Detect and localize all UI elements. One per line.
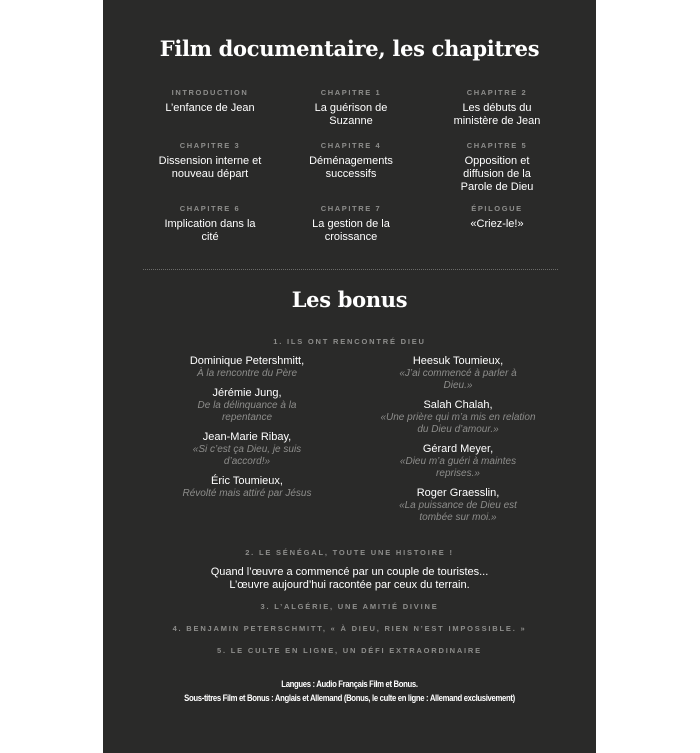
dvd-back-panel [103, 0, 596, 753]
testimony-subtitle: «La puissance de Dieu est tombée sur moi.» [399, 500, 517, 523]
chapter-7 [281, 204, 421, 244]
chapter-4 [281, 141, 421, 181]
chapter-label: CHAPITRE 6 [179, 204, 241, 213]
chapter-5 [427, 141, 567, 194]
chapter-label: CHAPITRE 4 [320, 141, 382, 150]
chapter-label: ÉPILOGUE [471, 204, 523, 213]
section-divider [143, 269, 558, 270]
testimony [167, 431, 327, 468]
chapter-title: L’enfance de Jean [165, 102, 255, 114]
chapter-2 [427, 88, 567, 128]
testimony [167, 387, 327, 424]
testimony-subtitle: «Dieu m’a guéri à maintes reprises.» [399, 456, 517, 479]
testimony-name: Gérard Meyer, [422, 443, 494, 455]
chapter-label: CHAPITRE 1 [320, 88, 382, 97]
chapter-3 [140, 141, 280, 181]
bonus-section-1-heading: 1. ILS ONT RENCONTRÉ DIEU [273, 337, 426, 346]
testimony [167, 355, 327, 380]
testimony-name: Heesuk Toumieux, [412, 355, 504, 367]
testimonies-left-column [167, 355, 327, 507]
chapter-title: Déménagements successifs [309, 155, 393, 180]
bonus-section-2-heading: 2. LE SÉNÉGAL, TOUTE UNE HISTOIRE ! [245, 548, 454, 557]
chapter-title: La guérison de Suzanne [314, 102, 388, 127]
testimony-subtitle: «Une prière qui m’a mis en relation du Dieu d’amour.» [380, 412, 536, 435]
chapter-label: CHAPITRE 3 [179, 141, 241, 150]
chapter-title: Dissension interne et nouveau départ [158, 155, 262, 180]
chapter-epilogue [427, 204, 567, 231]
bonus-section-4-heading: 4. BENJAMIN PETERSCHMITT, « À DIEU, RIEN N’EST IMPOSSIBLE. » [172, 624, 527, 633]
testimony [378, 399, 538, 436]
testimony [378, 443, 538, 480]
senegal-line-2: L’œuvre aujourd’hui racontée par ceux du terrain. [229, 579, 470, 591]
subtitles-line: Sous-titres Film et Bonus : Anglais et Allemand (Bonus, le culte en ligne : Allemand exclusivement) [184, 693, 515, 703]
chapter-label: CHAPITRE 2 [466, 88, 528, 97]
chapter-6 [140, 204, 280, 244]
testimonies-right-column [378, 355, 538, 531]
chapter-label: INTRODUCTION [171, 88, 249, 97]
bonus-title: Les bonus [291, 287, 408, 312]
testimony-name: Dominique Petershmitt, [189, 355, 305, 367]
senegal-line-1: Quand l’œuvre a commencé par un couple de touristes... [210, 566, 489, 578]
languages-line: Langues : Audio Français Film et Bonus. [281, 679, 418, 689]
chapter-intro [140, 88, 280, 115]
testimony [378, 355, 538, 392]
testimony-name: Éric Toumieux, [211, 475, 283, 487]
chapter-title: «Criez-le!» [470, 218, 524, 230]
testimony-name: Salah Chalah, [423, 399, 493, 411]
testimony-subtitle: Révolté mais attiré par Jésus [182, 488, 312, 499]
testimony-subtitle: À la rencontre du Père [196, 368, 298, 379]
testimony-name: Roger Graesslin, [416, 487, 500, 499]
testimony-subtitle: De la délinquance à la repentance [197, 400, 297, 423]
testimony-subtitle: «Si c’est ça Dieu, je suis d’accord!» [192, 444, 302, 467]
chapter-title: Les débuts du ministère de Jean [453, 102, 541, 127]
chapter-label: CHAPITRE 7 [320, 204, 382, 213]
chapter-title: Implication dans la cité [164, 218, 256, 243]
testimony-subtitle: «J’ai commencé à parler à Dieu.» [399, 368, 517, 391]
bonus-section-3-heading: 3. L’ALGÉRIE, UNE AMITIÉ DIVINE [260, 602, 439, 611]
bonus-section-5-heading: 5. LE CULTE EN LIGNE, UN DÉFI EXTRAORDINAIRE [217, 646, 482, 655]
testimony [378, 487, 538, 524]
chapter-label: CHAPITRE 5 [466, 141, 528, 150]
chapter-title: La gestion de la croissance [312, 218, 390, 243]
testimony [167, 475, 327, 500]
testimony-name: Jérémie Jung, [212, 387, 282, 399]
documentary-title: Film documentaire, les chapitres [159, 36, 540, 61]
chapter-1 [281, 88, 421, 128]
testimony-name: Jean-Marie Ribay, [202, 431, 292, 443]
chapter-title: Opposition et diffusion de la Parole de Dieu [460, 155, 534, 193]
